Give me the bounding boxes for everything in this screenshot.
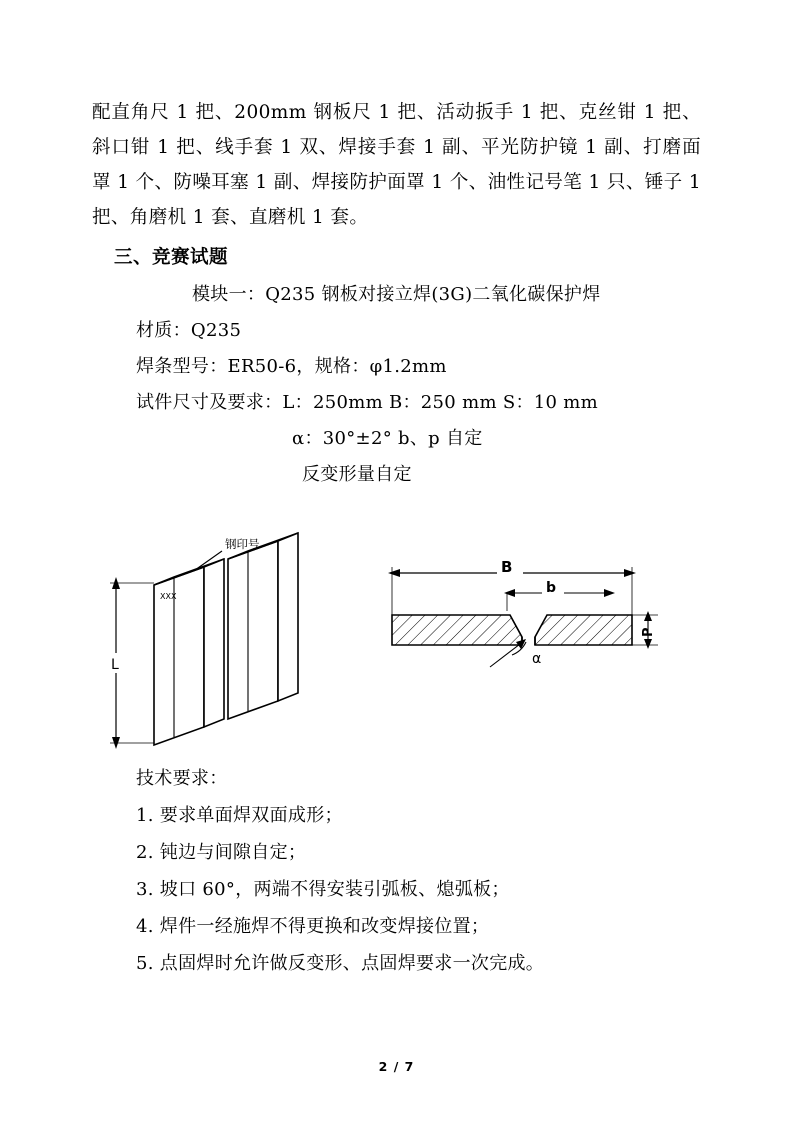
angle-label: α [532, 651, 542, 667]
intro-paragraph: 配直角尺 1 把、200mm 钢板尺 1 把、活动扳手 1 把、克丝钳 1 把、斜口钳 1 把、线手套 1 双、焊接手套 1 副、平光防护镜 1 副、打磨面罩 1 个、防噪耳塞 1 副、焊接防护面罩 1 个、油性记号笔 1 只、锤子 1 把、角磨机 1 套、直磨机 1 套。 [92, 102, 701, 228]
stamp-mark: XXX [160, 592, 177, 601]
requirement-1: 1. 要求单面焊双面成形； [136, 805, 343, 826]
requirement-5: 5. 点固焊时允许做反变形、点固焊要求一次完成。 [136, 953, 545, 974]
spec-dimensions: 试件尺寸及要求：L：250mm B：250 mm S：10 mm [136, 392, 599, 413]
stamp-label: 钢印号 [225, 537, 260, 551]
module-title: 模块一：Q235 钢板对接立焊(3G)二氧化碳保护焊 [192, 284, 601, 305]
spec-angle: α：30°±2° b、p 自定 [292, 428, 483, 449]
width-label: B [501, 558, 513, 576]
requirements-title: 技术要求： [136, 768, 228, 789]
spec-material: 材质：Q235 [136, 320, 242, 341]
page-number: 2 / 7 [378, 1059, 415, 1074]
length-label: L [111, 657, 119, 673]
technical-drawing [92, 515, 701, 760]
welding-plate-diagram [92, 515, 702, 755]
spec-electrode: 焊条型号：ER50-6，规格：φ1.2mm [136, 356, 447, 377]
spec-deformation: 反变形量自定 [302, 464, 412, 485]
section-heading: 三、竞赛试题 [114, 247, 229, 268]
gap-label: b [546, 580, 557, 596]
requirement-4: 4. 焊件一经施焊不得更换和改变焊接位置； [136, 916, 490, 937]
requirement-3: 3. 坡口 60°，两端不得安装引弧板、熄弧板； [136, 879, 510, 900]
thickness-label: P [641, 627, 656, 637]
requirement-2: 2. 钝边与间隙自定； [136, 842, 307, 863]
